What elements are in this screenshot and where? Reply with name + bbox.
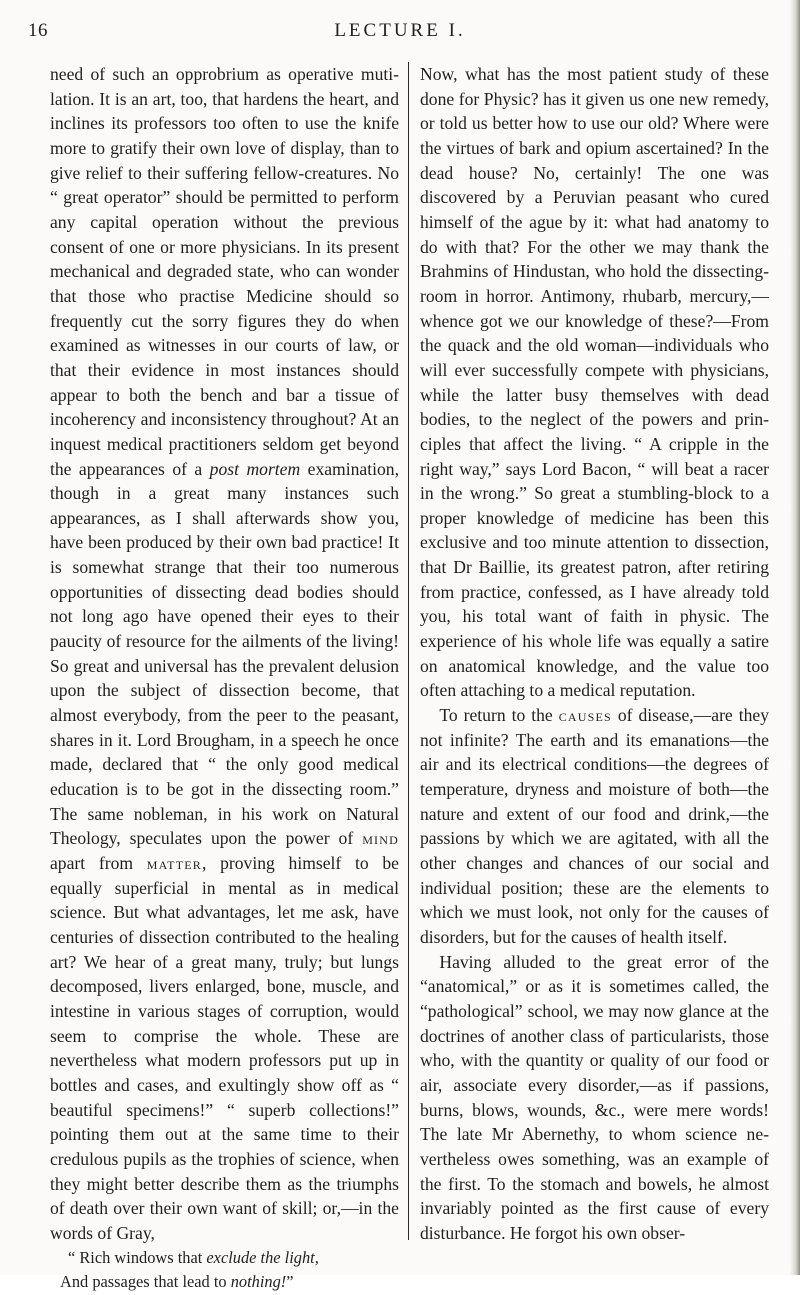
text-run: And passages that lead to [60, 1272, 231, 1292]
text-run: of disease,—are they not infinite? The earth and its emanations—the air and its electrical conditions—the degrees of temperature, dryness and moisture of both—the nature and extent of our food and drink,—the passions by which we are agitated, with all the other changes and chances of our social and individual position; these are the elements to which we must look, not only for the causes of disorders, but for the causes of health itself. [420, 705, 769, 947]
text-run: To return to the [439, 705, 559, 726]
text-run: , proving himself to be equally superficial in mental as in medical science. But what advantages, let me ask, have centuries of dissection contributed to the healing art? We hear of a great many, truly; but lungs decomposed, livers enlarged, bone, muscle, and intestine in various stages of corruption, would seem to comprise the whole. These are nevertheless what modern professors put up in bottles and cases, and exultingly show off as “ beautiful specimens!” “ superb collections!” pointing them out at the same time to their credulous pupils as the trophies of science, when they might better describe them as the triumphs of death over their own want of skill; or,—in the words of Gray, [50, 853, 399, 1243]
text-run: need of such an opprobrium as operative mutilation. It is an art, too, that hardens the heart, and inclines its professors too often to use the knife more to gratify their own love of display, than to give relief to their suffering fellow-creatures. No “ great operator” should be permitted to perform any capital operation without the previous consent of one or more physicians. In its present mechanical and degraded state, who can wonder that those who practise Medicine should so frequently cut the sorry figures they do when examined as witnesses in our courts of law, or that their evidence in most instances should appear to both the bench and bar a tissue of incoherency and inconsistency throughout? At an inquest medical practitioners seldom get beyond the appearances of a [50, 64, 399, 479]
text-run: examination, though in a great many instances such appearances, as I shall afterwards show you, have been produced by their own bad practice! It is somewhat strange that their too numerous opportunities of dissecting dead bodies should not long ago have opened their eyes to their paucity of resource for the ailments of the living! So great and universal has the prevalent delusion upon the subject of dissection become, that almost everybody, from the peer to the peasant, shares in it. Lord Brougham, in a speech he once made, declared that “ the only good medical education is to be got in the dissecting room.” The same nobleman, in his work on Natural Theology, speculates upon the power of [50, 458, 400, 849]
small-caps-text: causes [558, 705, 612, 726]
italic-text: exclude the light, [206, 1247, 319, 1267]
small-caps-text: mind [362, 828, 399, 849]
text-run: ” [286, 1272, 294, 1292]
verse-line [68, 1246, 399, 1271]
italic-text: nothing! [230, 1272, 287, 1292]
paragraph [50, 62, 399, 1246]
paragraph [420, 703, 769, 950]
running-title: LECTURE I. [334, 20, 466, 41]
running-header [28, 20, 772, 50]
page-number: 16 [28, 20, 48, 41]
page-edge-shadow [790, 0, 800, 1275]
small-caps-text: matter [146, 853, 202, 873]
italic-text: post mortem [209, 458, 301, 479]
paragraph: Now, what has the most patient study of these done for Physic? has it given us one new remedy, or told us better how to use our old? Where were the virtues of bark and opium ascertained? In the dead house? No, certainly! The one was discovered by a Peruvian peasant who cured himself of the ague by it: what had anatomy to do with that? For the other we may thank the Brahmins of Hindustan, who hold the dissecting-room in horror. Antimony, rhubarb, mercury,—whence got we our knowledge of these?—From the quack and the old woman—individuals who will ever successfully compete with physicians, while the latter busy themselves with dead bodies, to the neglect of the powers and principles that affect the living. “ A cripple in the right way,” says Lord Bacon, “ will beat a racer in the wrong.” So great a stumbling-block to a proper knowledge of medicine has been this exclusive and too minute attention to dissection, that Dr Baillie, its greatest patron, after retiring from practice, confessed, as I have already told you, his total want of faith in physic. The experience of his whole life was equally a satire on anatomical knowledge, and the value too often attaching to a medical reputation. [420, 64, 769, 701]
right-column [420, 62, 769, 1246]
text-run: “ Rich windows that [68, 1247, 207, 1267]
paragraph: Having alluded to the great error of the “anatomical,” or as it is sometimes called, the “pathological” school, we may now glance at the doctrines of another class of particularists, those who, with the quantity or quality of our food or air, associate every disorder,—as if passions, burns, blows, wounds, &c., were mere words! The late Mr Abernethy, to whom science nevertheless owes something, was an example of the first. To the stomach and bowels, he almost invariably pointed as the first cause of every disturbance. He forgot his own obser- [420, 951, 769, 1243]
column-divider [408, 62, 409, 1240]
left-column [50, 62, 399, 1295]
text-run: apart from [50, 853, 147, 873]
verse-line [60, 1270, 399, 1295]
